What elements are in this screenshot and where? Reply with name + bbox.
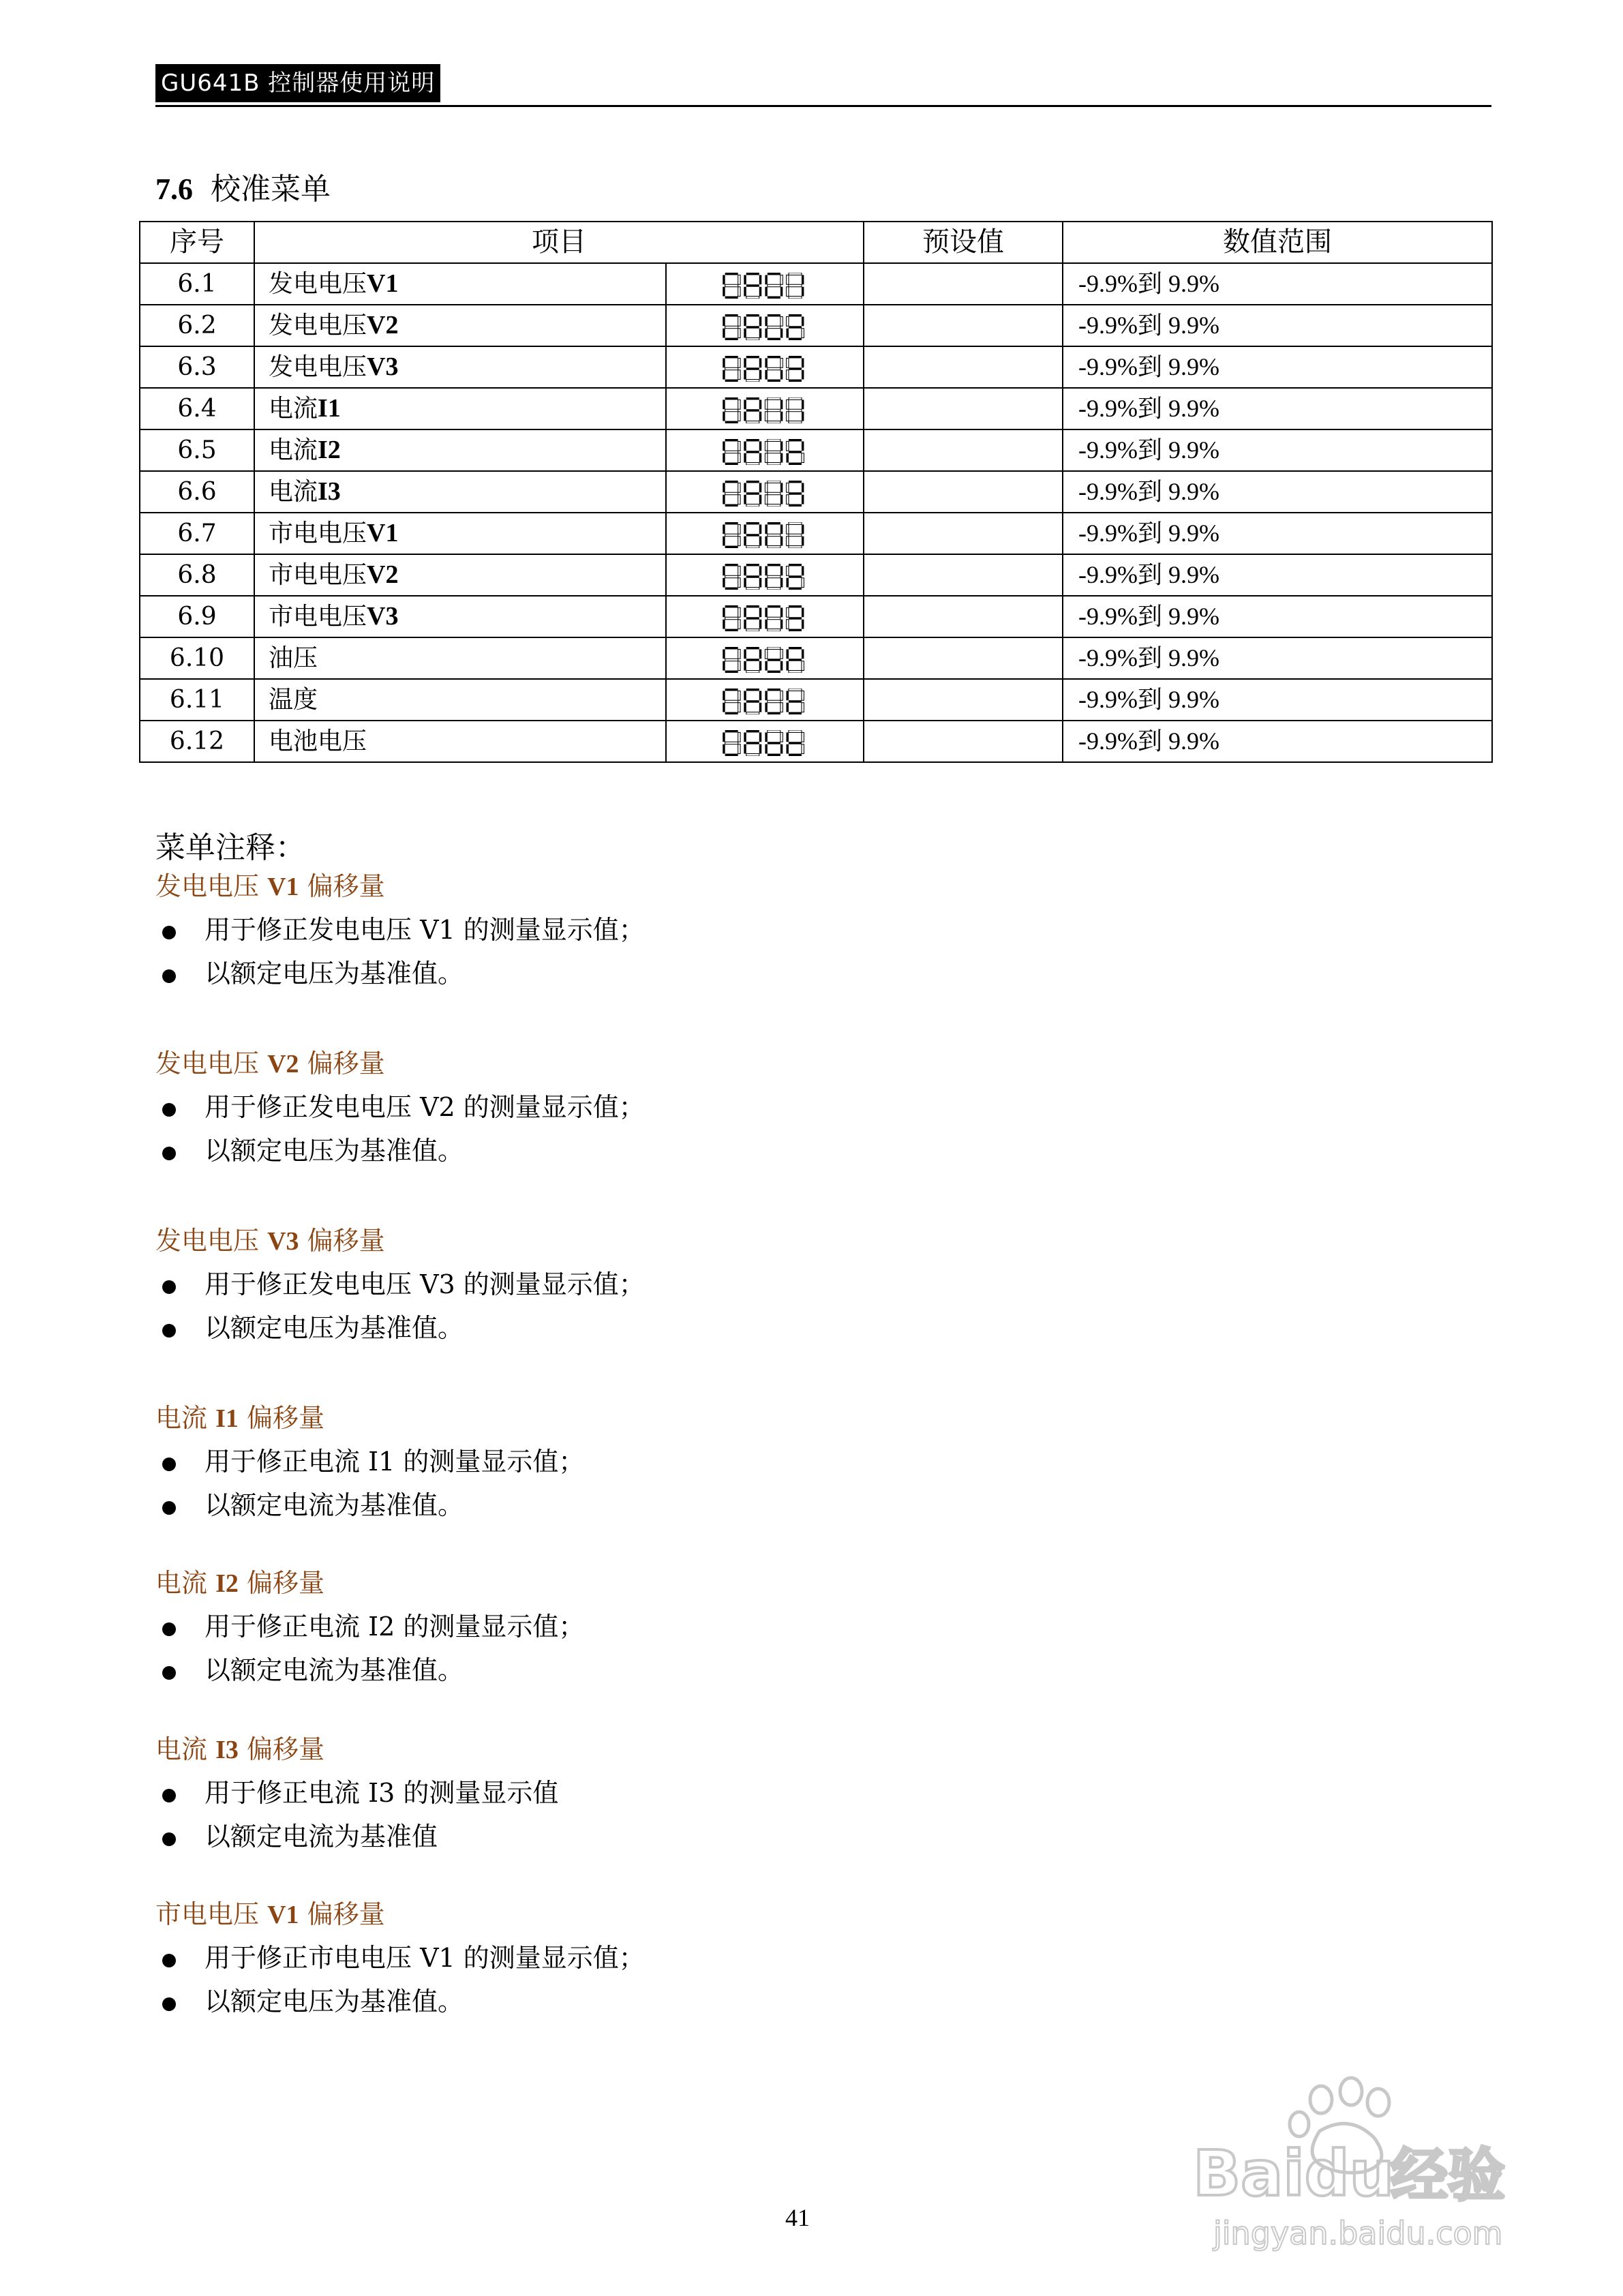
bullet-dot-icon bbox=[162, 1622, 176, 1636]
row-preset bbox=[864, 305, 1063, 346]
note-bullet-text: 以额定电压为基准值。 bbox=[204, 958, 464, 988]
row-range: -9.9%到 9.9% bbox=[1063, 429, 1492, 471]
row-item-suffix: I2 bbox=[318, 436, 341, 464]
table-row bbox=[140, 513, 1492, 554]
note-bullet-text: 以额定电压为基准值。 bbox=[204, 1136, 464, 1166]
row-item-suffix: V1 bbox=[367, 519, 399, 547]
row-item-name: 油压 bbox=[269, 644, 318, 672]
section-title bbox=[155, 169, 331, 210]
note-bullet bbox=[155, 1940, 645, 1976]
bullet-dot-icon bbox=[162, 969, 176, 983]
watermark-url: jingyan.baidu.com bbox=[1213, 2215, 1503, 2252]
note-heading-suffix: V1 bbox=[267, 873, 299, 901]
row-lcd-code bbox=[666, 679, 864, 721]
row-number: 6.7 bbox=[140, 513, 254, 554]
note-heading-tail: 偏移量 bbox=[247, 1403, 325, 1433]
note-bullet-text: 以额定电流为基准值。 bbox=[204, 1490, 464, 1520]
row-range: -9.9%到 9.9% bbox=[1063, 471, 1492, 513]
note-heading-suffix: I1 bbox=[215, 1404, 239, 1433]
row-item bbox=[254, 679, 666, 721]
row-item-suffix: V3 bbox=[367, 602, 399, 631]
row-item bbox=[254, 429, 666, 471]
note-bullet-text: 以额定电流为基准值 bbox=[204, 1822, 438, 1852]
row-item-suffix: V2 bbox=[367, 311, 399, 339]
header-item: 项目 bbox=[254, 222, 864, 263]
note-bullet bbox=[155, 1267, 645, 1302]
notes-title: 菜单注释： bbox=[155, 830, 305, 865]
header-rule bbox=[155, 105, 1491, 107]
note-heading-name: 电流 bbox=[155, 1403, 208, 1433]
table-row bbox=[140, 554, 1492, 596]
row-item-name: 市电电压 bbox=[269, 519, 367, 547]
table-row bbox=[140, 721, 1492, 762]
row-lcd-code bbox=[666, 388, 864, 429]
note-heading-name: 市电电压 bbox=[155, 1899, 260, 1929]
row-range: -9.9%到 9.9% bbox=[1063, 388, 1492, 429]
row-lcd-code bbox=[666, 429, 864, 471]
row-item bbox=[254, 305, 666, 346]
note-heading-name: 电流 bbox=[155, 1734, 208, 1764]
row-item-name: 市电电压 bbox=[269, 561, 367, 589]
note-bullet bbox=[155, 1609, 584, 1644]
row-number: 6.1 bbox=[140, 263, 254, 305]
note-heading-name: 电流 bbox=[155, 1568, 208, 1598]
note-bullet-text: 用于修正电流 I1 的测量显示值； bbox=[204, 1447, 585, 1477]
row-item-suffix: V2 bbox=[367, 560, 399, 589]
bullet-dot-icon bbox=[162, 1666, 176, 1680]
table-header-row bbox=[140, 222, 1492, 263]
note-bullet bbox=[155, 1133, 464, 1168]
header-preset: 预设值 bbox=[864, 222, 1063, 263]
row-item bbox=[254, 471, 666, 513]
note-bullet-text: 用于修正发电电压 V1 的测量显示值； bbox=[204, 915, 645, 945]
note-bullet bbox=[155, 1089, 645, 1125]
row-number: 6.6 bbox=[140, 471, 254, 513]
bullet-dot-icon bbox=[162, 1103, 176, 1117]
row-number: 6.5 bbox=[140, 429, 254, 471]
note-heading-tail: 偏移量 bbox=[307, 1048, 385, 1078]
row-item-name: 发电电压 bbox=[269, 270, 367, 298]
row-item bbox=[254, 346, 666, 388]
bullet-dot-icon bbox=[162, 1501, 176, 1515]
row-preset bbox=[864, 513, 1063, 554]
note-heading-tail: 偏移量 bbox=[307, 1899, 385, 1929]
note-heading-name: 发电电压 bbox=[155, 871, 260, 901]
bullet-dot-icon bbox=[162, 1457, 176, 1471]
row-range: -9.9%到 9.9% bbox=[1063, 513, 1492, 554]
row-preset bbox=[864, 637, 1063, 679]
row-lcd-code bbox=[666, 305, 864, 346]
row-item bbox=[254, 263, 666, 305]
note-bullet bbox=[155, 1984, 464, 2019]
note-heading-suffix: V2 bbox=[267, 1050, 299, 1078]
table-row bbox=[140, 596, 1492, 637]
note-bullet bbox=[155, 1819, 438, 1854]
row-preset bbox=[864, 429, 1063, 471]
note-bullet-text: 用于修正发电电压 V2 的测量显示值； bbox=[204, 1092, 645, 1122]
row-preset bbox=[864, 554, 1063, 596]
note-bullet bbox=[155, 912, 645, 948]
row-range: -9.9%到 9.9% bbox=[1063, 679, 1492, 721]
note-bullet bbox=[155, 1775, 558, 1811]
bullet-dot-icon bbox=[162, 1832, 176, 1846]
row-item-name: 温度 bbox=[269, 686, 318, 714]
row-item bbox=[254, 637, 666, 679]
note-bullet bbox=[155, 1310, 464, 1346]
calibration-table bbox=[139, 221, 1493, 763]
table-row bbox=[140, 429, 1492, 471]
table-row bbox=[140, 679, 1492, 721]
note-bullet bbox=[155, 956, 464, 991]
row-item bbox=[254, 721, 666, 762]
watermark-brand: Bai bbox=[1193, 2137, 1305, 2210]
note-bullet-text: 以额定电压为基准值。 bbox=[204, 1313, 464, 1343]
row-number: 6.11 bbox=[140, 679, 254, 721]
bullet-dot-icon bbox=[162, 1789, 176, 1802]
row-preset bbox=[864, 471, 1063, 513]
row-lcd-code bbox=[666, 471, 864, 513]
bullet-dot-icon bbox=[162, 926, 176, 939]
section-number: 7.6 bbox=[155, 172, 193, 206]
row-item bbox=[254, 596, 666, 637]
table-row bbox=[140, 471, 1492, 513]
row-lcd-code bbox=[666, 346, 864, 388]
row-preset bbox=[864, 263, 1063, 305]
note-heading-suffix: V1 bbox=[267, 1901, 299, 1929]
note-heading-tail: 偏移量 bbox=[247, 1568, 325, 1598]
note-heading bbox=[155, 868, 385, 905]
section-title-text: 校准菜单 bbox=[211, 172, 331, 207]
row-item-suffix: I3 bbox=[318, 477, 341, 506]
row-lcd-code bbox=[666, 263, 864, 305]
note-bullet-text: 以额定电流为基准值。 bbox=[204, 1655, 464, 1685]
bullet-dot-icon bbox=[162, 1280, 176, 1294]
row-preset bbox=[864, 346, 1063, 388]
row-number: 6.9 bbox=[140, 596, 254, 637]
row-item-suffix: V3 bbox=[367, 352, 399, 381]
note-heading-tail: 偏移量 bbox=[307, 1226, 385, 1256]
header-range: 数值范围 bbox=[1063, 222, 1492, 263]
row-range: -9.9%到 9.9% bbox=[1063, 305, 1492, 346]
note-bullet bbox=[155, 1652, 464, 1688]
row-number: 6.10 bbox=[140, 637, 254, 679]
row-number: 6.2 bbox=[140, 305, 254, 346]
watermark-cn: 经验 bbox=[1391, 2142, 1506, 2209]
row-number: 6.4 bbox=[140, 388, 254, 429]
row-item-name: 发电电压 bbox=[269, 312, 367, 339]
note-heading bbox=[155, 1046, 385, 1082]
baidu-jingyan-watermark bbox=[1159, 2072, 1541, 2263]
row-range: -9.9%到 9.9% bbox=[1063, 346, 1492, 388]
row-range: -9.9%到 9.9% bbox=[1063, 554, 1492, 596]
row-preset bbox=[864, 679, 1063, 721]
row-preset bbox=[864, 388, 1063, 429]
note-bullet-text: 用于修正电流 I2 的测量显示值； bbox=[204, 1612, 585, 1642]
row-item-name: 发电电压 bbox=[269, 353, 367, 381]
row-number: 6.3 bbox=[140, 346, 254, 388]
row-range: -9.9%到 9.9% bbox=[1063, 596, 1492, 637]
row-item-suffix: V1 bbox=[367, 269, 399, 298]
row-number: 6.12 bbox=[140, 721, 254, 762]
row-lcd-code bbox=[666, 513, 864, 554]
row-item-name: 电流 bbox=[269, 395, 318, 423]
page-number: 41 bbox=[785, 2204, 810, 2231]
row-item-suffix: I1 bbox=[318, 394, 341, 423]
row-preset bbox=[864, 721, 1063, 762]
row-item bbox=[254, 388, 666, 429]
bullet-dot-icon bbox=[162, 1997, 176, 2011]
note-heading-tail: 偏移量 bbox=[307, 871, 385, 901]
row-item bbox=[254, 554, 666, 596]
note-bullet-text: 用于修正市电电压 V1 的测量显示值； bbox=[204, 1943, 645, 1973]
note-bullet-text: 用于修正电流 I3 的测量显示值 bbox=[204, 1778, 559, 1808]
row-item-name: 市电电压 bbox=[269, 603, 367, 631]
note-bullet bbox=[155, 1444, 584, 1479]
table-row bbox=[140, 388, 1492, 429]
table-row bbox=[140, 346, 1492, 388]
row-lcd-code bbox=[666, 637, 864, 679]
note-heading bbox=[155, 1400, 324, 1436]
row-number: 6.8 bbox=[140, 554, 254, 596]
document-header-title: GU641B 控制器使用说明 bbox=[155, 64, 440, 102]
note-heading-name: 发电电压 bbox=[155, 1226, 260, 1256]
row-lcd-code bbox=[666, 554, 864, 596]
row-item-name: 电流 bbox=[269, 436, 318, 464]
note-heading-suffix: I2 bbox=[215, 1569, 239, 1598]
table-row bbox=[140, 637, 1492, 679]
row-lcd-code bbox=[666, 721, 864, 762]
note-heading bbox=[155, 1732, 324, 1768]
row-range: -9.9%到 9.9% bbox=[1063, 637, 1492, 679]
bullet-dot-icon bbox=[162, 1147, 176, 1160]
note-heading-suffix: I3 bbox=[215, 1736, 239, 1764]
bullet-dot-icon bbox=[162, 1324, 176, 1338]
note-heading bbox=[155, 1897, 385, 1933]
row-range: -9.9%到 9.9% bbox=[1063, 721, 1492, 762]
note-bullet bbox=[155, 1487, 464, 1523]
watermark-brand2: du bbox=[1304, 2137, 1395, 2210]
note-heading-name: 发电电压 bbox=[155, 1048, 260, 1078]
note-heading bbox=[155, 1223, 385, 1259]
note-heading-suffix: V3 bbox=[267, 1227, 299, 1256]
row-range: -9.9%到 9.9% bbox=[1063, 263, 1492, 305]
row-item-name: 电池电压 bbox=[269, 727, 367, 755]
row-item bbox=[254, 513, 666, 554]
note-bullet-text: 以额定电压为基准值。 bbox=[204, 1987, 464, 2016]
row-item-name: 电流 bbox=[269, 478, 318, 506]
bullet-dot-icon bbox=[162, 1954, 176, 1967]
note-bullet-text: 用于修正发电电压 V3 的测量显示值； bbox=[204, 1269, 645, 1299]
table-row bbox=[140, 263, 1492, 305]
note-heading-tail: 偏移量 bbox=[247, 1734, 325, 1764]
row-lcd-code bbox=[666, 596, 864, 637]
header-no: 序号 bbox=[140, 222, 254, 263]
note-heading bbox=[155, 1565, 324, 1601]
svg-text:Baidu bbox=[1193, 2137, 1394, 2210]
table-row bbox=[140, 305, 1492, 346]
row-preset bbox=[864, 596, 1063, 637]
